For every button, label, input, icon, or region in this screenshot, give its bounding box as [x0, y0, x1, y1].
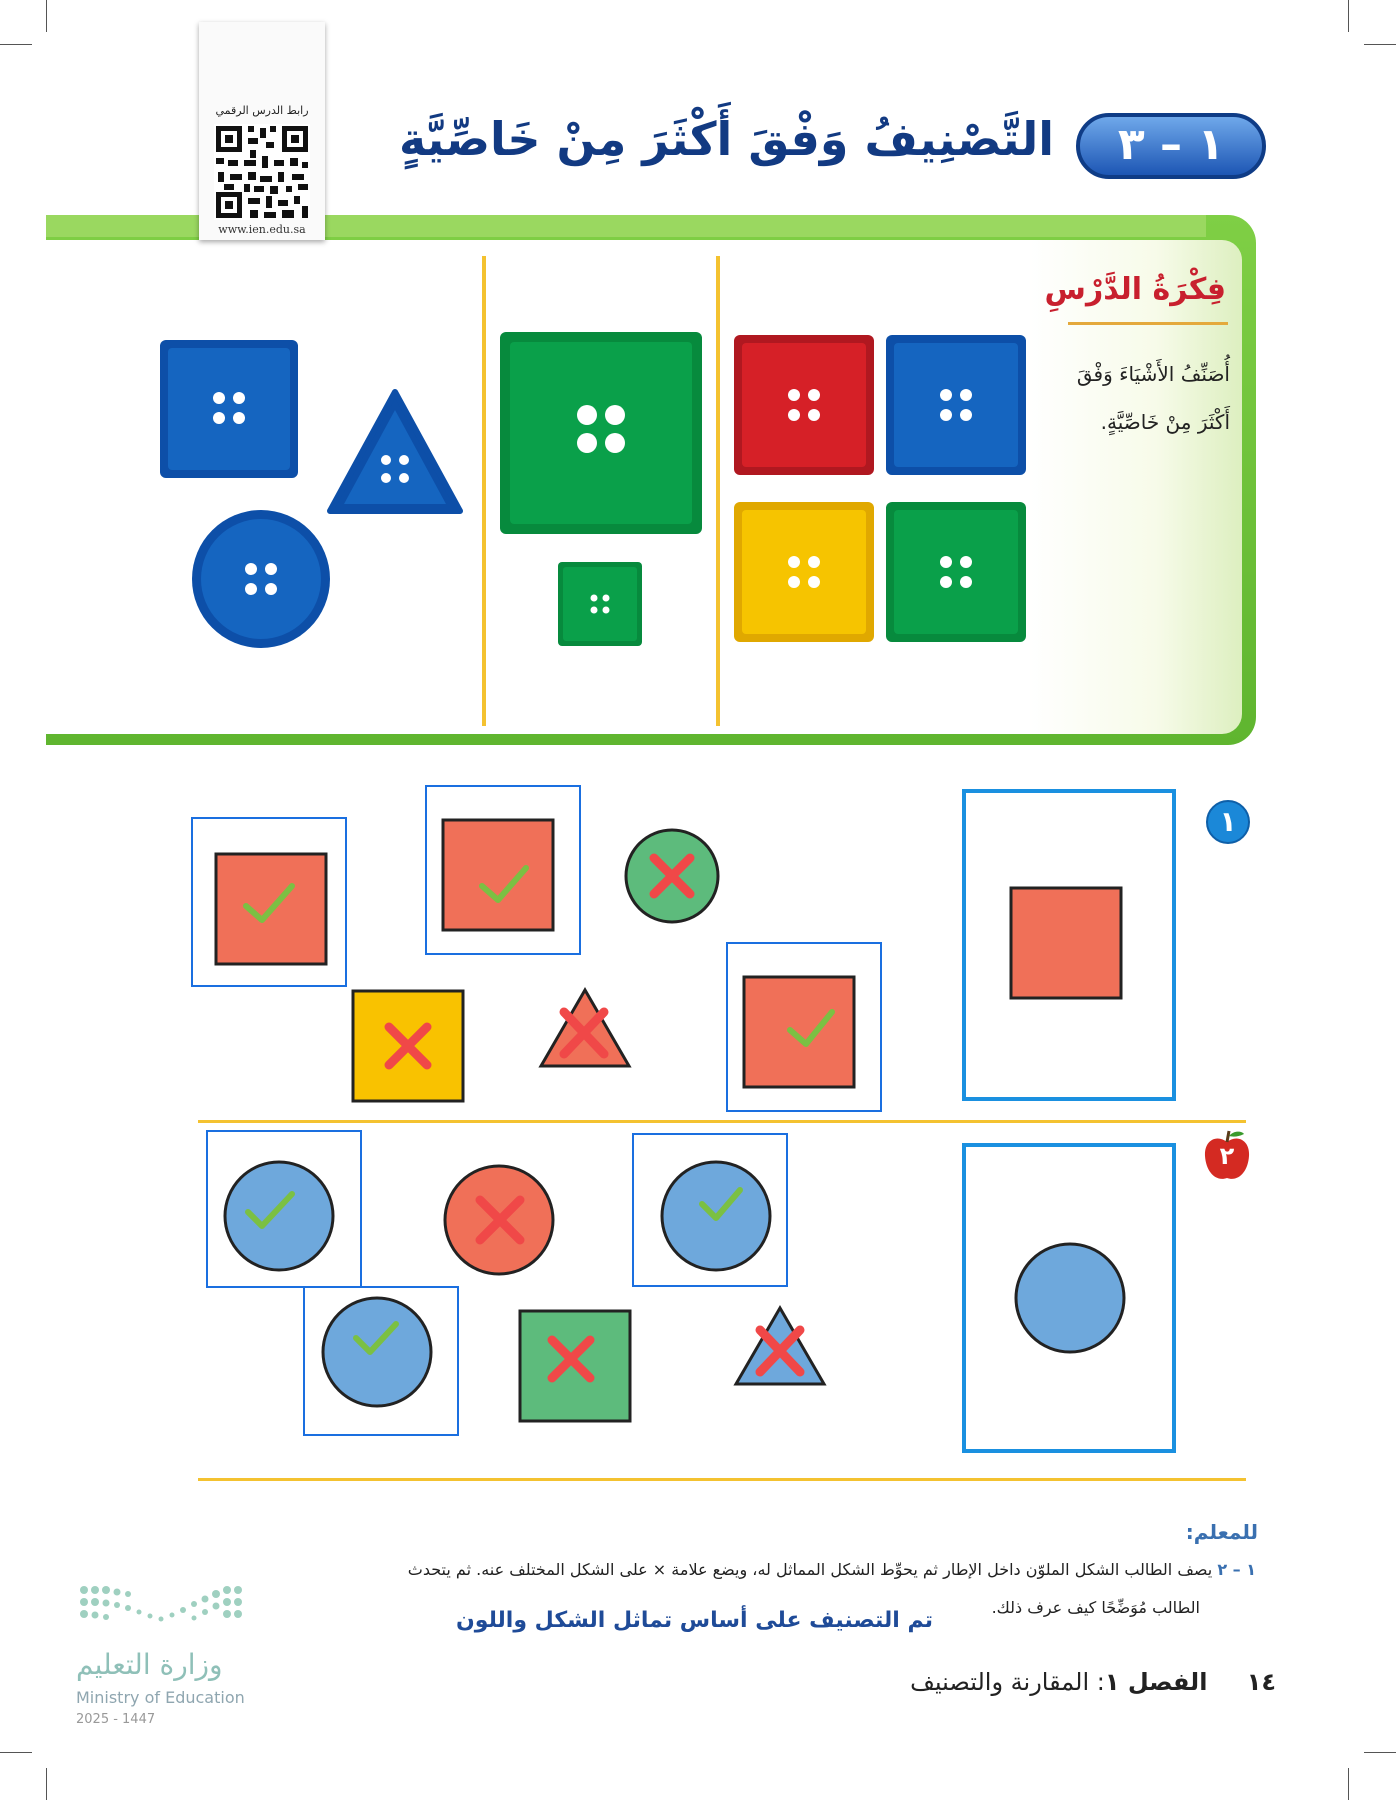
choice-circled-circle: [633, 1134, 787, 1286]
ministry-logo-dots: [78, 1582, 248, 1632]
lesson-idea-title: فِكْرَةُ الدَّرْسِ: [1044, 272, 1226, 307]
ministry-name-arabic: وزارة التعليم: [76, 1648, 223, 1681]
crop-mark: [46, 1768, 47, 1800]
chapter-label: الفصل ١: [1104, 1668, 1208, 1696]
button-green-large-square: [500, 332, 702, 534]
exercise-area: [0, 770, 1396, 1490]
lesson-title: التَّصْنِيفُ وَفْقَ أَكْثَرَ مِنْ خَاصِّيَّةٍ: [398, 112, 1054, 166]
teacher-note-line-2: الطالب مُوَضِّحًا كيف عرف ذلك.: [991, 1598, 1200, 1617]
lesson-number-badge: ١ – ٣: [1076, 113, 1266, 179]
button-yellow-square: [734, 502, 874, 642]
teacher-note-heading: للمعلم:: [1185, 1520, 1258, 1544]
qr-caption: رابط الدرس الرقمي: [215, 104, 309, 117]
buttons-illustration: [46, 240, 1046, 734]
lesson-idea-line-1: أُصَنِّفُ الأَشْيَاءَ وَفْقَ: [1076, 362, 1230, 386]
exercise-1-number: ١: [1206, 800, 1250, 844]
button-blue-square-2: [886, 335, 1026, 475]
crop-mark: [1348, 0, 1349, 32]
teacher-note-text-1: يصف الطالب الشكل الملوّن داخل الإطار ثم يحوِّط الشكل المماثل له، ويضع علامة × على الشكل المختلف عنه. ثم يتحدث: [407, 1560, 1213, 1579]
teacher-note-ref: ١ – ٢: [1217, 1560, 1256, 1579]
separator-line: [198, 1478, 1246, 1481]
qr-url[interactable]: www.ien.edu.sa: [218, 223, 306, 236]
crop-mark: [1348, 1768, 1349, 1800]
crop-mark: [0, 44, 32, 45]
lesson-idea-underline: [1068, 322, 1228, 325]
qr-code-icon: [214, 124, 310, 220]
button-green-square: [886, 502, 1026, 642]
lesson-idea-box: [1028, 240, 1242, 734]
button-blue-circle: [192, 510, 330, 648]
choice-circled-square: [727, 943, 881, 1111]
choice-crossed-square: [353, 991, 463, 1101]
choice-crossed-triangle: [736, 1308, 824, 1384]
choice-crossed-square: [520, 1311, 630, 1421]
page-footer: [910, 1668, 1276, 1696]
page-number: ١٤: [1246, 1668, 1276, 1696]
ministry-name-english: Ministry of Education: [76, 1688, 245, 1707]
crop-mark: [1364, 44, 1396, 45]
handwritten-answer: تم التصنيف على أساس تماثل الشكل واللون: [456, 1608, 933, 1633]
choice-circled-circle: [304, 1287, 458, 1435]
choice-crossed-triangle: [541, 990, 629, 1066]
qr-card[interactable]: [199, 22, 325, 240]
crop-mark: [1364, 1752, 1396, 1753]
teacher-note-line-1: [408, 1560, 1256, 1579]
exercise-2-target-frame: [964, 1145, 1174, 1451]
ministry-year: 2025 - 1447: [76, 1712, 156, 1727]
button-red-square: [734, 335, 874, 475]
exercise-2-number: ٢: [1219, 1142, 1235, 1170]
choice-circled-square: [426, 786, 580, 954]
button-blue-square: [160, 340, 298, 478]
crop-mark: [0, 1752, 32, 1753]
lesson-idea-line-2: أَكْثَرَ مِنْ خَاصِّيَّةٍ.: [1100, 410, 1230, 434]
choice-circled-square: [192, 818, 346, 986]
separator-line: [198, 1120, 1246, 1123]
choice-circled-circle: [207, 1131, 361, 1287]
chapter-title: : المقارنة والتصنيف: [910, 1668, 1105, 1696]
lesson-idea-text: [1030, 350, 1230, 446]
button-green-small-square: [558, 562, 642, 646]
choice-crossed-circle: [445, 1166, 553, 1274]
button-blue-triangle: [330, 392, 460, 511]
crop-mark: [46, 0, 47, 32]
choice-crossed-circle: [626, 830, 718, 922]
exercise-1-target-frame: [964, 791, 1174, 1099]
